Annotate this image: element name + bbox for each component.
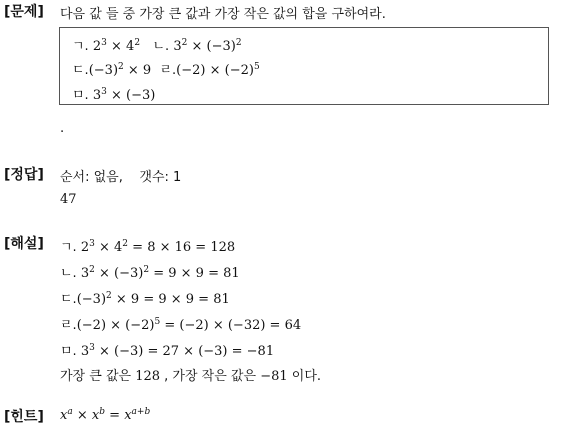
math-exp: 2 xyxy=(181,38,188,48)
math-term: × (−3) xyxy=(191,39,236,54)
math-exp: 3 xyxy=(89,343,95,353)
conclusion-text: 가장 큰 값은 xyxy=(60,369,132,384)
choices-row-3 xyxy=(72,84,155,103)
math-term: 2 xyxy=(80,240,90,255)
math-var: x xyxy=(91,408,100,423)
math-term: 3 xyxy=(80,344,90,359)
math-exp: 2 xyxy=(235,38,242,48)
math-var: x xyxy=(60,408,68,423)
choice-mark: ㄹ. xyxy=(159,63,177,78)
math-exp: a xyxy=(67,407,73,417)
math-term: 4 xyxy=(126,39,135,54)
problem-label: [문제] xyxy=(4,4,44,20)
trailing-period: . xyxy=(60,121,65,136)
math-op: = xyxy=(109,408,121,423)
choice-mark: ㄷ. xyxy=(72,63,89,78)
math-term: (−2) × (−2) xyxy=(76,318,155,333)
solution-line-3 xyxy=(60,288,230,307)
choices-row-1 xyxy=(72,35,242,54)
math-exp: a+b xyxy=(131,407,151,417)
math-term: × (−3) xyxy=(111,88,156,103)
choice-mark: ㅁ. xyxy=(60,344,77,359)
hint-label: [힌트] xyxy=(4,409,44,425)
choice-mark: ㄱ. xyxy=(60,240,77,255)
solution-line-1 xyxy=(60,236,235,255)
choice-mark: ㄱ. xyxy=(72,39,89,54)
solution-line-2 xyxy=(60,262,240,281)
math-term: = 9 × 9 = 81 xyxy=(153,266,240,281)
math-term: 3 xyxy=(92,88,102,103)
math-term: × 9 = 9 × 9 = 81 xyxy=(115,292,230,307)
choice-mark: ㄴ. xyxy=(60,266,77,281)
math-term: (−2) × (−2) xyxy=(176,63,254,78)
choice-mark: ㄴ. xyxy=(152,39,170,54)
math-exp: 2 xyxy=(122,239,129,249)
math-term: (−3) xyxy=(76,292,107,307)
choice-mark: ㅁ. xyxy=(72,88,89,103)
math-term: 3 xyxy=(173,39,182,54)
math-term: × 9 xyxy=(127,63,152,78)
min-value: −81 xyxy=(260,369,288,384)
problem-statement: 다음 값 들 중 가장 큰 값과 가장 작은 값의 합을 구하여라. xyxy=(60,7,386,22)
math-term: × (−3) = 27 × (−3) = −81 xyxy=(99,344,275,359)
answer-meta: 순서: 없음, 갯수: 1 xyxy=(60,170,182,185)
math-term: 2 xyxy=(92,39,102,54)
math-exp: 2 xyxy=(118,62,124,72)
math-exp: 3 xyxy=(101,87,107,97)
math-term: = (−2) × (−32) = 64 xyxy=(164,318,302,333)
math-op: × xyxy=(76,408,88,423)
math-exp: 2 xyxy=(143,265,150,275)
math-term: × (−3) xyxy=(99,266,144,281)
choice-mark: ㄹ. xyxy=(60,318,77,333)
math-term: = 8 × 16 = 128 xyxy=(132,240,236,255)
math-term: × 4 xyxy=(99,240,123,255)
answer-value: 47 xyxy=(60,192,77,207)
math-exp: 3 xyxy=(101,38,107,48)
math-exp: 5 xyxy=(253,62,260,72)
math-var: x xyxy=(124,408,132,423)
math-term: (−3) xyxy=(88,63,119,78)
answer-label: [정답] xyxy=(4,167,44,183)
math-exp: 2 xyxy=(89,265,95,275)
choices-box xyxy=(59,27,549,105)
math-term: 3 xyxy=(80,266,90,281)
hint-formula xyxy=(60,408,150,423)
math-exp: 5 xyxy=(154,317,161,327)
solution-line-5 xyxy=(60,340,274,359)
math-exp: 2 xyxy=(106,291,112,301)
solution-line-4 xyxy=(60,314,301,333)
choices-row-2 xyxy=(72,59,260,78)
math-exp: b xyxy=(99,407,106,417)
math-exp: 3 xyxy=(89,239,95,249)
solution-label: [해설] xyxy=(4,236,44,252)
math-exp: 2 xyxy=(134,38,141,48)
max-value: 128 xyxy=(135,369,161,384)
conclusion-text: 이다. xyxy=(291,369,322,384)
conclusion-text: , 가장 작은 값은 xyxy=(164,369,257,384)
math-op: × xyxy=(111,39,122,54)
solution-conclusion xyxy=(60,365,321,384)
choice-mark: ㄷ. xyxy=(60,292,77,307)
